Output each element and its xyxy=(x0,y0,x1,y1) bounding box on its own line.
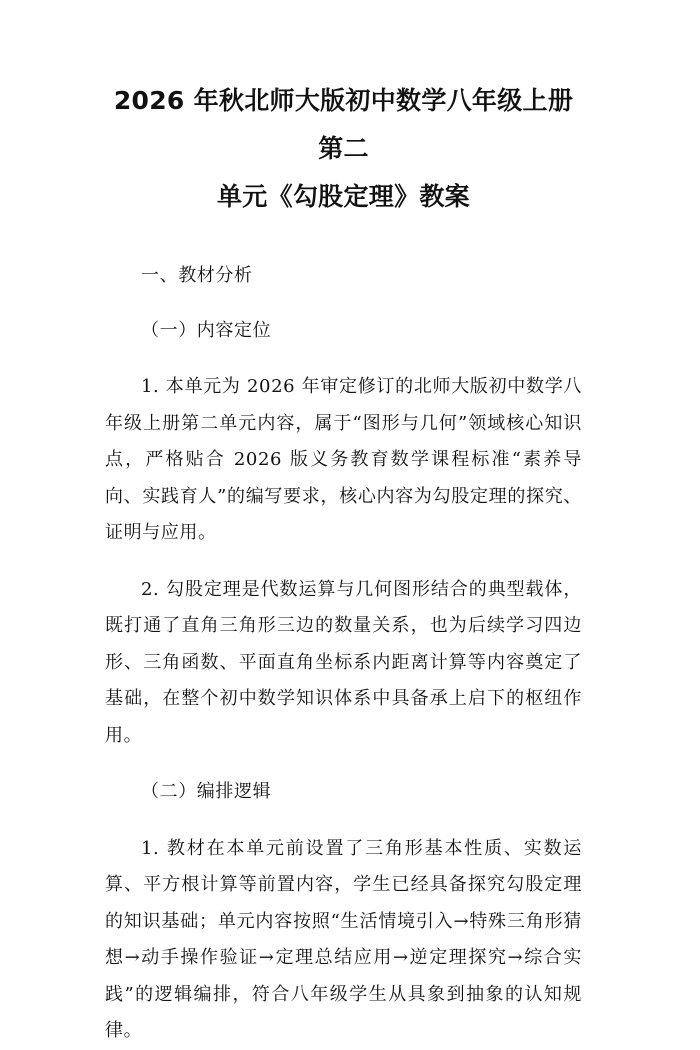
subsection-heading-arrangement-logic: （二）编排逻辑 xyxy=(141,781,272,802)
document-title xyxy=(105,77,582,221)
section-heading-teaching-material-analysis: 一、教材分析 xyxy=(141,265,253,286)
paragraph-content-positioning-1: 1. 本单元为 2026 年审定修订的北师大版初中数学八年级上册第二单元内容，属于“图形与几何”领域核心知识点，严格贴合 2026 版义务教育数学课程标准“素养导向、实践育人”的编写要求，核心内容为勾股定理的探究、证明与应用。 xyxy=(105,376,582,543)
subsection-heading-content-positioning: （一）内容定位 xyxy=(141,319,272,341)
title-line-1: 2026 年秋北师大版初中数学八年级上册第二 xyxy=(113,86,574,163)
paragraph-arrangement-logic-1: 1. 教材在本单元前设置了三角形基本性质、实数运算、平方根计算等前置内容，学生已经具备探究勾股定理的知识基础；单元内容按照“生活情境引入→特殊三角形猜想→动手操作验证→定理总结应用→逆定理探究→综合实践”的逻辑编排，符合八年级学生从具象到抽象的认知规律。 xyxy=(105,837,582,1041)
paragraph-content-positioning-2: 2. 勾股定理是代数运算与几何图形结合的典型载体，既打通了直角三角形三边的数量关系，也为后续学习四边形、三角函数、平面直角坐标系内距离计算等内容奠定了基础，在整个初中数学知识体系中具备承上启下的枢纽作用。 xyxy=(105,578,582,746)
title-line-2: 单元《勾股定理》教案 xyxy=(216,182,470,211)
